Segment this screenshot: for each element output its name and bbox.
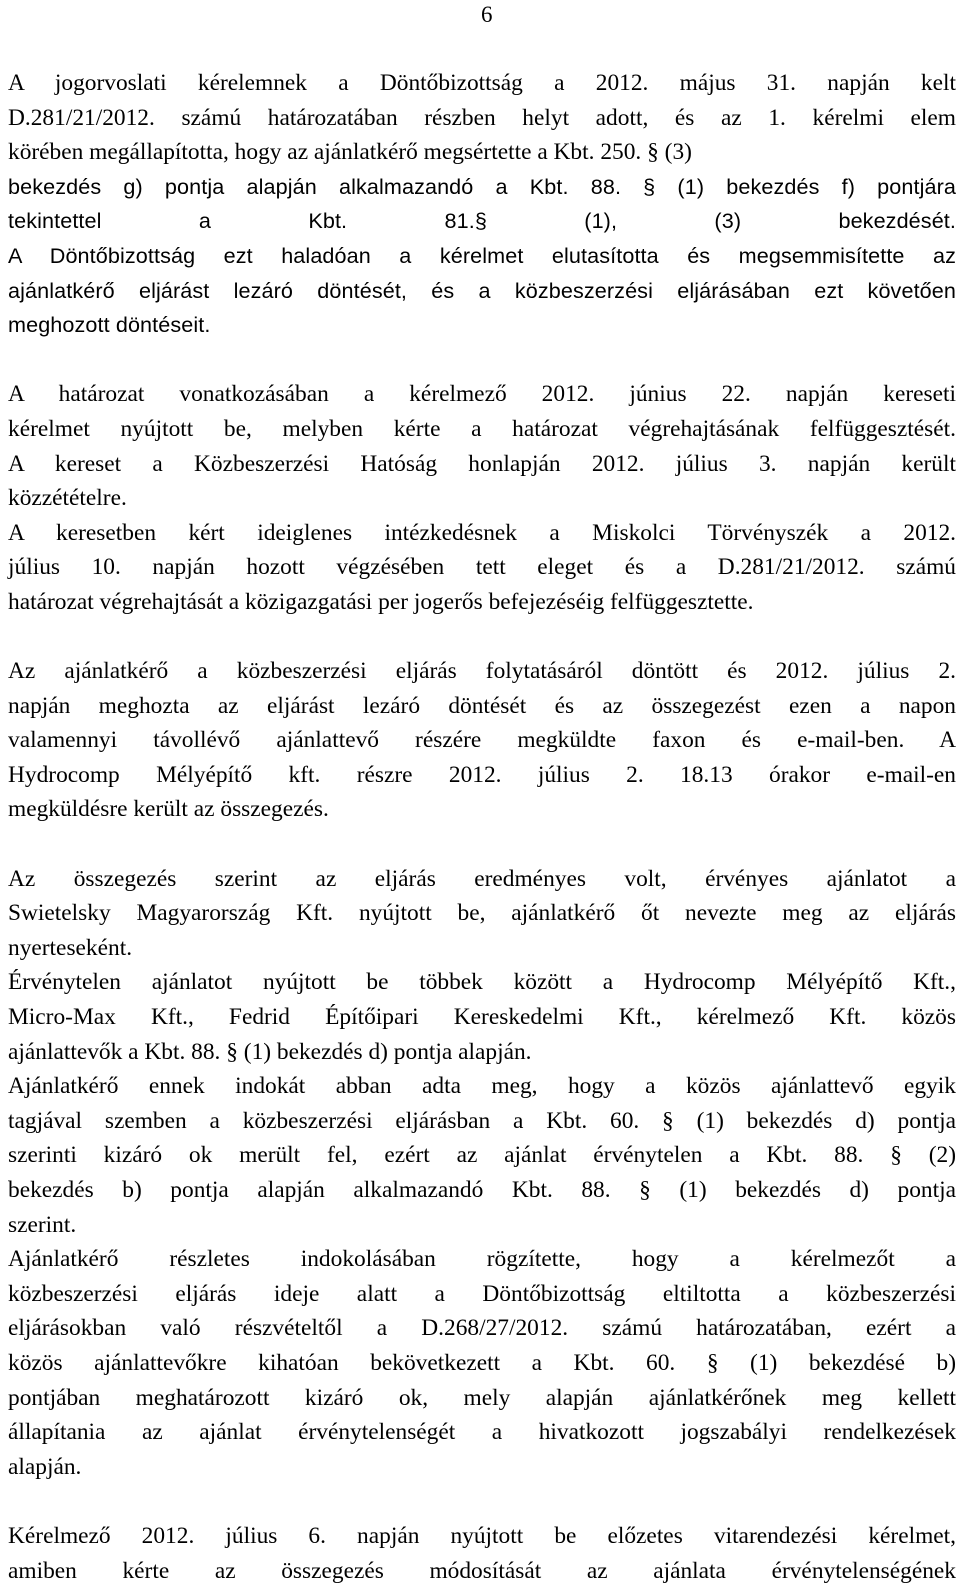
text-line: Ajánlatkérő ennek indokát abban adta meg, hogy a közös ajánlattevő egyik [8,1073,956,1100]
text-line: A keresetben kért ideiglenes intézkedésnek a Miskolci Törvényszék a 2012. [8,519,956,546]
paragraph-spacer [8,620,956,655]
paragraph [8,862,956,966]
paragraph [8,170,956,343]
text-line: tekintettel a Kbt. 81.§ (1), (3) bekezdését. [8,208,956,234]
text-line: eljárásokban való részvételtől a D.268/27/2012. számú határozatában, ezért a [8,1315,956,1342]
text-line: A kereset a Közbeszerzési Hatóság honlapján 2012. július 3. napján került [8,450,956,477]
text-line: ajánlatkérő eljárást lezáró döntését, és a közbeszerzési eljárásában ezt követően [8,277,956,303]
paragraph [8,377,956,515]
text-line: szerinti kizáró ok merült fel, ezért az ajánlat érvénytelen a Kbt. 88. § (2) [8,1142,956,1169]
text-line: ajánlattevők a Kbt. 88. § (1) bekezdés d) pontja alapján. [8,1038,532,1065]
text-line: tagjával szemben a közbeszerzési eljárásban a Kbt. 60. § (1) bekezdés d) pontja [8,1107,956,1134]
text-line: alapján. [8,1453,82,1480]
text-line: július 10. napján hozott végzésében tett eleget és a D.281/21/2012. számú [8,554,956,581]
paragraph [8,1069,956,1242]
text-line: Érvénytelen ajánlatot nyújtott be többek között a Hydrocomp Mélyépítő Kft., [8,969,956,996]
text-line: valamennyi távollévő ajánlattevő részére megküldte faxon és e-mail-ben. A [8,727,956,754]
text-line: Swietelsky Magyarország Kft. nyújtott be, ajánlatkérő őt nevezte meg az eljárás [8,900,956,927]
paragraph [8,1519,956,1588]
text-line: pontjában meghatározott kizáró ok, mely alapján ajánlatkérőnek meg kellett [8,1384,956,1411]
document-body [8,66,956,1588]
paragraph [8,516,956,620]
text-line: meghozott döntéseit. [8,312,211,338]
text-line: megküldésre került az összegezés. [8,796,329,823]
text-line: A jogorvoslati kérelemnek a Döntőbizottság a 2012. május 31. napján kelt [8,70,956,96]
page-number: 6 [481,2,493,27]
text-line: kérelmet nyújtott be, melyben kérte a határozat végrehajtásának felfüggesztését. [8,415,956,442]
text-line: bekezdés g) pontja alapján alkalmazandó a Kbt. 88. § (1) bekezdés f) pontjára [8,173,956,199]
text-line: Kérelmező 2012. július 6. napján nyújtott be előzetes vitarendezési kérelmet, [8,1522,956,1549]
paragraph [8,654,956,827]
text-line: Ajánlatkérő részletes indokolásában rögzítette, hogy a kérelmezőt a [8,1246,956,1273]
text-line: A határozat vonatkozásában a kérelmező 2012. június 22. napján kereseti [8,381,956,408]
text-line: közzétételre. [8,485,127,512]
text-line: Hydrocomp Mélyépítő kft. részre 2012. július 2. 18.13 órakor e-mail-en [8,761,956,788]
text-line: bekezdés b) pontja alapján alkalmazandó Kbt. 88. § (1) bekezdés d) pontja [8,1177,956,1203]
text-line: A Döntőbizottság ezt haladóan a kérelmet elutasította és megsemmisítette az [8,242,956,268]
text-line: Az ajánlatkérő a közbeszerzési eljárás folytatásáról döntött és 2012. július 2. [8,658,956,685]
text-line: szerint. [8,1211,77,1238]
paragraph [8,1242,956,1484]
paragraph [8,965,956,1069]
text-line: Az összegezés szerint az eljárás eredményes volt, érvényes ajánlatot a [8,865,956,892]
text-line: Micro-Max Kft., Fedrid Építőipari Kereskedelmi Kft., kérelmező Kft. közös [8,1004,956,1031]
text-line: amiben kérte az összegezés módosítását az ajánlata érvénytelenségének [8,1557,956,1584]
text-line: állapítania az ajánlat érvénytelenségét a hivatkozott jogszabályi rendelkezések [8,1419,956,1446]
text-line: nyerteseként. [8,934,133,961]
paragraph-spacer [8,827,956,862]
text-line: határozat végrehajtását a közigazgatási per jogerős befejezéséig felfüggesztette. [8,588,754,615]
text-line: körében megállapította, hogy az ajánlatkérő megsértette a Kbt. 250. § (3) [8,139,692,166]
text-line: napján meghozta az eljárást lezáró döntését és az összegezést ezen a napon [8,692,956,719]
text-line: közbeszerzési eljárás ideje alatt a Döntőbizottság eltiltotta a közbeszerzési [8,1280,956,1307]
paragraph-spacer [8,343,956,378]
paragraph [8,66,956,170]
text-line: közös ajánlattevőkre kihatóan bekövetkezett a Kbt. 60. § (1) bekezdésé b) [8,1349,956,1376]
text-line: D.281/21/2012. számú határozatában részben helyt adott, és az 1. kérelmi elem [8,104,956,131]
paragraph-spacer [8,1484,956,1519]
